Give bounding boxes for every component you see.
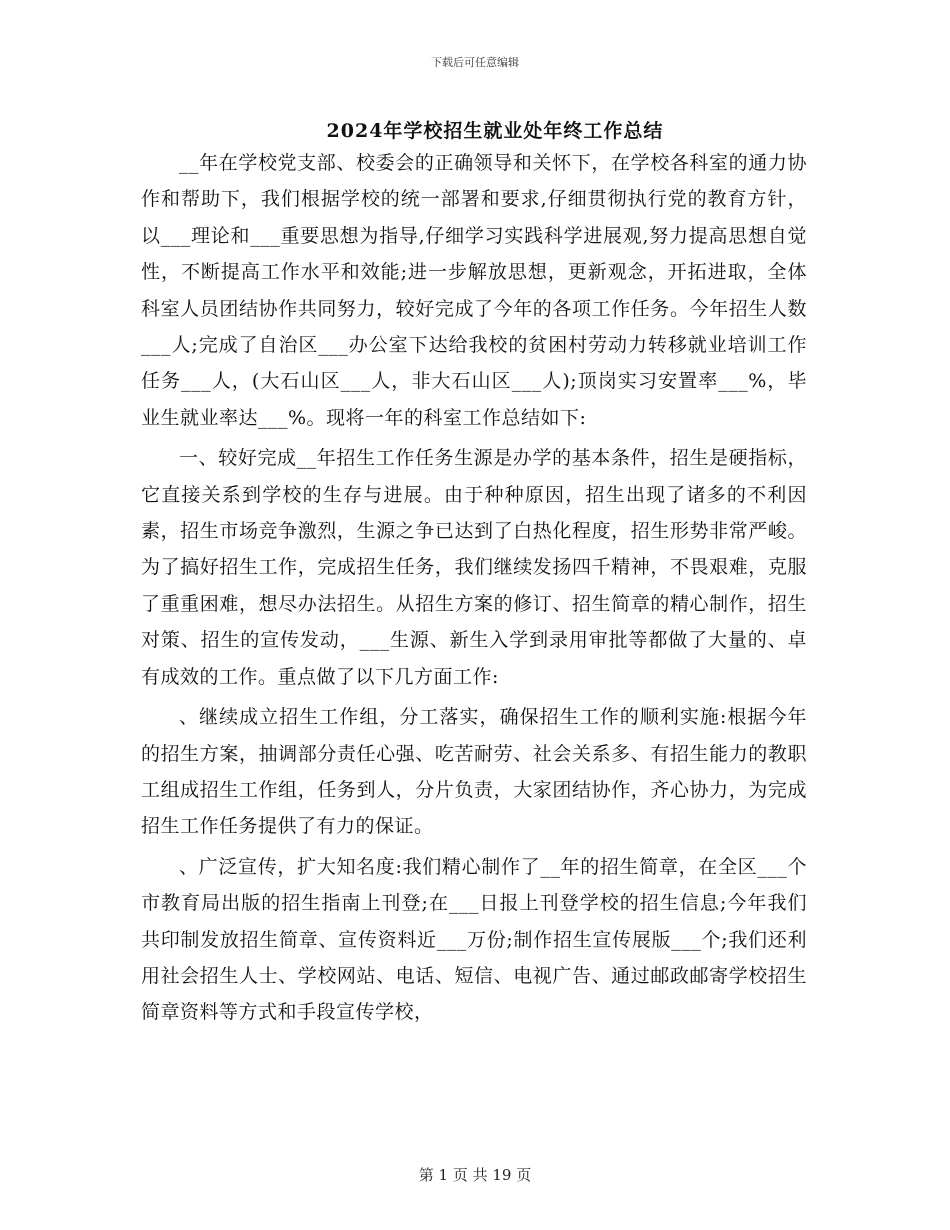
header-note: 下载后可任意编辑 bbox=[431, 56, 519, 69]
paragraph-item-2: 、广泛宣传，扩大知名度:我们精心制作了__年的招生简章，在全区___个市教育局出版的招生指南上刊登;在___日报上刊登学校的招生信息;今年我们共印制发放招生简章、宣传资料近___万份;制作招生宣传展版___个;我们还利用社会招生人士、学校网站、电话、短信、电视广告、通过邮政邮寄学校招生简章资料等方式和手段宣传学校， bbox=[141, 855, 807, 1024]
paragraph-item-1: 、继续成立招生工作组，分工落实，确保招生工作的顺利实施:根据今年的招生方案，抽调部分责任心强、吃苦耐劳、社会关系多、有招生能力的教职工组成招生工作组，任务到人，分片负责，大家团结协作，齐心协力，为完成招生工作任务提供了有力的保证。 bbox=[141, 706, 807, 838]
paragraph-section-1: 一、较好完成__年招生工作任务生源是办学的基本条件，招生是硬指标，它直接关系到学校的生存与进展。由于种种原因，招生出现了诸多的不利因素，招生市场竞争激烈，生源之争已达到了白热化程度，招生形势非常严峻。为了搞好招生工作，完成招生任务，我们继续发扬四千精神，不畏艰难，克服了重重困难，想尽办法招生。从招生方案的修订、招生简章的精心制作，招生对策、招生的宣传发动，___生源、新生入学到录用审批等都做了大量的、卓有成效的工作。重点做了以下几方面工作: bbox=[141, 447, 807, 688]
page-number: 第 1 页 共 19 页 bbox=[418, 1166, 532, 1184]
document-title: 2024年学校招生就业处年终工作总结 bbox=[326, 120, 664, 142]
paragraph-intro: __年在学校党支部、校委会的正确领导和关怀下，在学校各科室的通力协作和帮助下，我们根据学校的统一部署和要求,仔细贯彻执行党的教育方针，以___理论和___重要思想为指导,仔细学习实践科学进展观,努力提高思想自觉性，不断提高工作水平和效能;进一步解放思想，更新观念，开拓进取，全体科室人员团结协作共同努力，较好完成了今年的各项工作任务。今年招生人数___人;完成了自治区___办公室下达给我校的贫困村劳动力转移就业培训工作任务___人，(大石山区___人，非大石山区___人);顶岗实习安置率___%，毕业生就业率达___%。现将一年的科室工作总结如下: bbox=[141, 152, 807, 429]
document-body bbox=[141, 145, 807, 1031]
